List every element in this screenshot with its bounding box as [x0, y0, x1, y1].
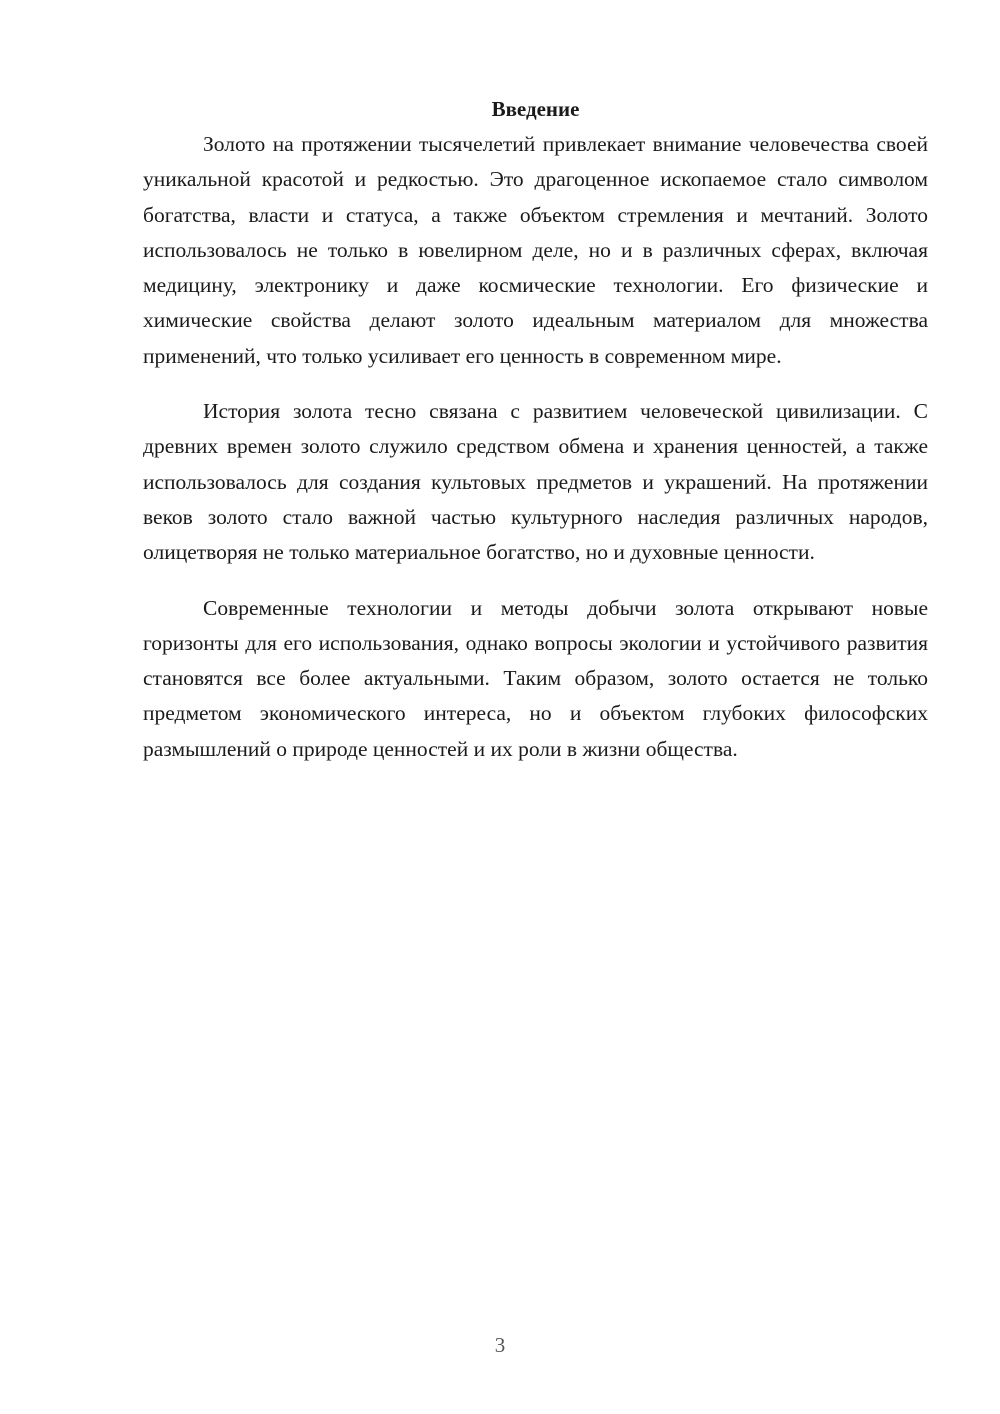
paragraph-1: Золото на протяжении тысячелетий привлекает внимание человечества своей уникальной красотой и редкостью. Это драгоценное ископаемое стало символом богатства, власти и статуса, а также объектом стремления и мечтаний. Золото использовалось не только в ювелирном деле, но и в различных сферах, включая медицину, электронику и даже космические технологии. Его физические и химические свойства делают золото идеальным материалом для множества применений, что только усиливает его ценность в современном мире.: [143, 132, 928, 368]
document-page: [143, 92, 928, 787]
paragraph-2: История золота тесно связана с развитием человеческой цивилизации. С древних времен золото служило средством обмена и хранения ценностей, а также использовалось для создания культовых предметов и украшений. На протяжении веков золото стало важной частью культурного наследия различных народов, олицетворяя не только материальное богатство, но и духовные ценности.: [143, 399, 928, 565]
section-heading: Введение: [491, 97, 580, 121]
paragraph-3: Современные технологии и методы добычи золота открывают новые горизонты для его использования, однако вопросы экологии и устойчивого развития становятся все более актуальными. Таким образом, золото остается не только предметом экономического интереса, но и объектом глубоких философских размышлений о природе ценностей и их роли в жизни общества.: [143, 595, 928, 761]
page-number: 3: [494, 1333, 506, 1357]
